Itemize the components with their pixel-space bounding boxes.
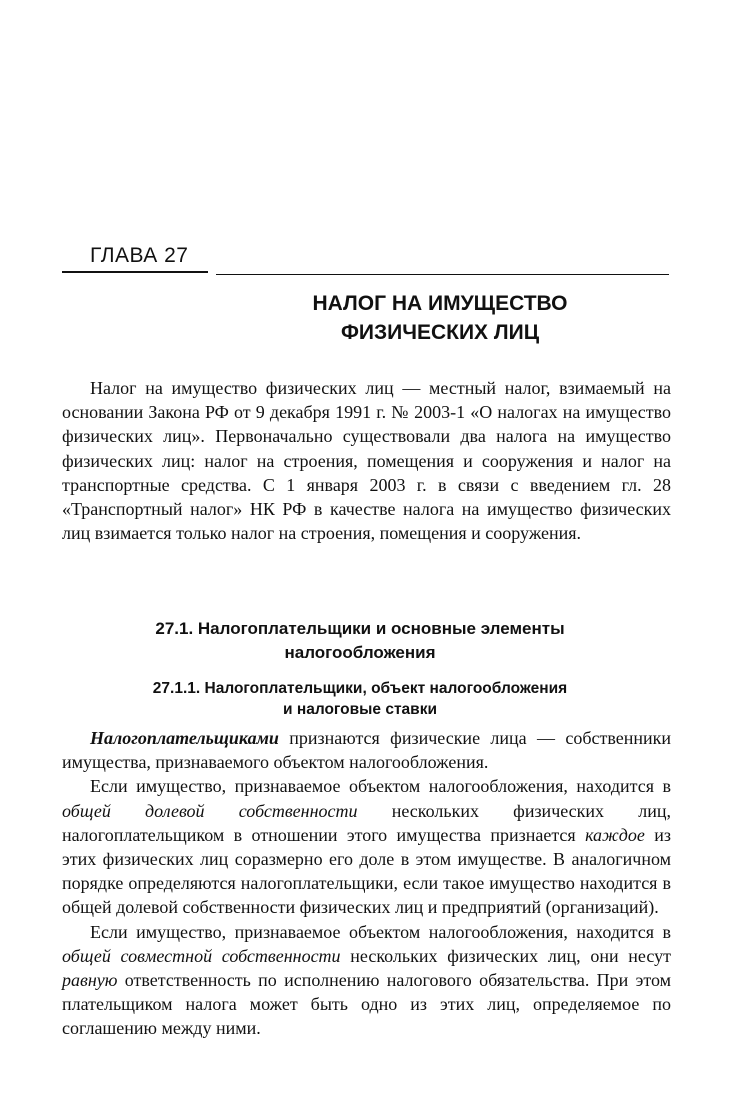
text-run: из этих физических лиц соразмерно его доле в этом имуществе. В аналогичном порядке определяются налогоплательщики, если такое имущество находится в общей долевой собственности физических лиц и предприятий (организаций). bbox=[62, 824, 671, 918]
intro-paragraph: Налог на имущество физических лиц — местный налог, взимаемый на основании Закона РФ от 9 декабря 1991 г. № 2003-1 «О налогах на имущество физических лиц». Первоначально существовали два налога на имущество физических лиц: налог на строения, помещения и сооружения и налог на транспортные средства. С 1 января 2003 г. в связи с введением гл. 28 «Транспортный налог» НК РФ в качестве налога на имущество физических лиц взимается только налог на строения, помещения и сооружения. bbox=[62, 378, 671, 544]
emphasis-joint-ownership: общей совместной собственности bbox=[62, 945, 341, 966]
term-taxpayers: Налогоплательщиками bbox=[90, 728, 279, 748]
intro-text bbox=[62, 376, 671, 545]
text-run: нескольких физических лиц, налогоплательщиком в отношении этого имущества признается bbox=[62, 800, 671, 845]
paragraph-joint-ownership bbox=[62, 920, 671, 1041]
paragraph-taxpayers-text: признаются физические лица — собственники имущества, признаваемого объектом налогообложения. bbox=[62, 728, 671, 773]
emphasis-equal: равную bbox=[62, 970, 118, 991]
section-heading-line-1: 27.1. Налогоплательщики и основные элементы bbox=[155, 619, 565, 638]
emphasis-shared-ownership: общей долевой собственности bbox=[62, 800, 358, 821]
chapter-label: ГЛАВА 27 bbox=[90, 244, 189, 267]
paragraph-shared-ownership bbox=[62, 774, 671, 919]
section-heading-line-2: налогообложения bbox=[284, 643, 436, 662]
chapter-title-line-1: НАЛОГ НА ИМУЩЕСТВО bbox=[312, 292, 568, 315]
chapter-rule-thin bbox=[216, 274, 669, 275]
text-run: нескольких физических лиц, они несут bbox=[340, 945, 671, 966]
text-run: Если имущество, признаваемое объектом налогообложения, находится в bbox=[90, 921, 671, 942]
chapter-title-line-2: ФИЗИЧЕСКИХ ЛИЦ bbox=[340, 321, 540, 344]
emphasis-each: каждое bbox=[585, 824, 645, 845]
text-run: ответственность по исполнению налогового обязательства. При этом плательщиком налога может быть одно из этих лиц, определяемое по соглашению между ними. bbox=[62, 970, 671, 1039]
subsection-heading-line-1: 27.1.1. Налогоплательщики, объект налогообложения bbox=[152, 680, 568, 697]
paragraph-taxpayers bbox=[62, 726, 671, 774]
chapter-title bbox=[240, 289, 640, 347]
main-text bbox=[62, 726, 671, 1041]
text-run: Если имущество, признаваемое объектом налогообложения, находится в bbox=[90, 776, 671, 797]
subsection-heading bbox=[90, 678, 630, 720]
subsection-heading-line-2: и налоговые ставки bbox=[283, 701, 437, 718]
chapter-rule-thick bbox=[62, 271, 208, 273]
section-heading bbox=[90, 617, 630, 665]
